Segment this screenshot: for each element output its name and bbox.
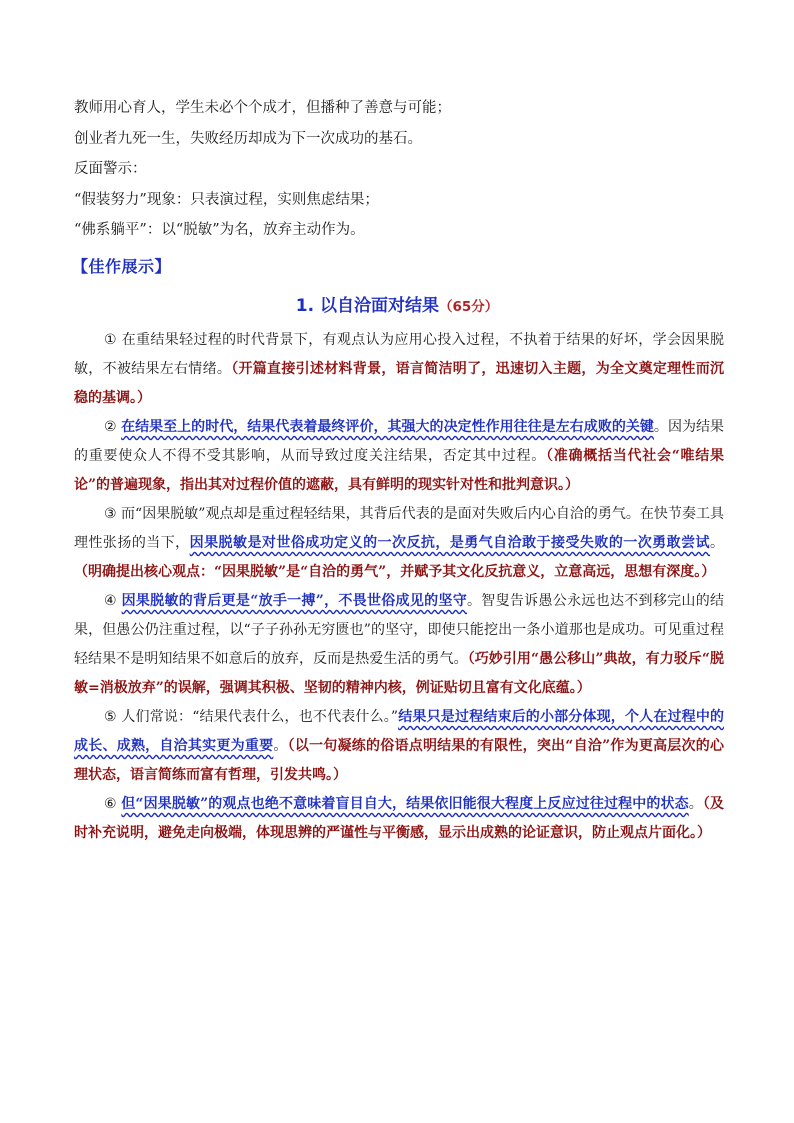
essay-paragraph (74, 587, 724, 703)
paragraph-text-cont: 。 (688, 796, 703, 812)
intro-lines (74, 93, 734, 246)
essay-title-text: 1. 以自洽面对结果 (295, 296, 439, 316)
essay-score: （65分） (438, 299, 499, 315)
paragraph-number: ⑥ (104, 796, 117, 812)
intro-line: “佛系躺平”：以“脱敏”为名，放弃主动作为。 (74, 222, 365, 238)
paragraph-text-cont: 。智叟告诉愚公永远也达不到移完山的结果，但愚公仍注重过程，以“子子孙孙无穷匮也”的坚守，即使只能挖出一条小道那也是成功。可见重过程轻结果不是明知结果不如意后的放弃，反而是热爱生活的勇气。 (74, 593, 724, 667)
key-sentence: 因果脱敏是对世俗成功定义的一次反抗，是勇气自洽敢于接受失败的一次勇敢尝试 (189, 535, 711, 551)
paragraph-text: 人们常说：“结果代表什么，也不代表什么。” (116, 709, 399, 725)
essay-paragraph (74, 326, 724, 413)
intro-line: 教师用心育人，学生未必个个成才，但播种了善意与可能； (74, 100, 451, 116)
paragraph-number: ① (104, 332, 117, 348)
teacher-comment: （明确提出核心观点：“因果脱敏”是“自洽的勇气”，并赋予其文化反抗意义，立意高远，思想有深度。） (74, 564, 716, 580)
paragraph-text: 在重结果轻过程的时代背景下，有观点认为应用心投入过程，不执着于结果的好坏，学会因果脱敏，不被结果左右情绪。 (74, 332, 724, 377)
intro-line: 反面警示： (74, 161, 147, 177)
paragraph-number: ③ (104, 506, 117, 522)
teacher-comment: （及时补充说明，避免走向极端，体现思辨的严谨性与平衡感，显示出成熟的论证意识，防止观点片面化。） (74, 796, 725, 841)
paragraph-text: 而“因果脱敏”观点却是重过程轻结果，其背后代表的是面对失败后内心自洽的勇气。在快节奏工具理性张扬的当下， (74, 506, 724, 551)
intro-line: “假装努力”现象：只表演过程，实则焦虑结果； (74, 191, 379, 208)
essay-paragraph (74, 703, 724, 790)
essay-paragraph (74, 790, 724, 848)
key-sentence: 在结果至上的时代，结果代表着最终评价，其强大的决定性作用往往是左右成败的关键 (121, 419, 654, 435)
essay-title (0, 291, 794, 316)
teacher-comment: （以一句凝练的俗语点明结果的有限性，突出“自洽”作为更高层次的心理状态，语言简练而富有哲理，引发共鸣。） (74, 738, 725, 783)
paragraph-number: ⑤ (104, 709, 117, 725)
essay-paragraph (74, 500, 724, 587)
key-sentence: 结果只是过程结束后的小部分体现，个人在过程中的成长、成熟，自洽其实更为重要 (74, 709, 724, 754)
teacher-comment: （巧妙引用“愚公移山”典故，有力驳斥“脱敏=消极放弃”的误解，强调其积极、坚韧的精神内核，例证贴切且富有文化底蕴。） (74, 651, 724, 696)
paragraph-text-cont: 。 (710, 535, 725, 551)
paragraph-number: ② (104, 419, 117, 435)
teacher-comment: （准确概括当代社会“唯结果论”的普遍现象，指出其对过程价值的遮蔽，具有鲜明的现实针对性和批判意识。） (74, 448, 724, 493)
section-heading: 【佳作展示】 (72, 257, 172, 276)
essay-paragraph (74, 413, 724, 500)
paragraph-text-cont: 。 (273, 738, 288, 754)
paragraph-text-cont: 。因为结果的重要使众人不得不受其影响，从而导致过度关注结果，否定其中过程。 (74, 419, 725, 464)
paragraph-number: ④ (104, 593, 117, 609)
intro-line: 创业者九死一生，失败经历却成为下一次成功的基石。 (74, 130, 422, 147)
essay-body (74, 326, 724, 848)
key-sentence: 因果脱敏的背后更是“放手一搏”，不畏世俗成见的坚守 (121, 593, 468, 609)
key-sentence: 但“因果脱敏”的观点也绝不意味着盲目自大，结果依旧能很大程度上反应过往过程中的状态 (121, 796, 689, 812)
teacher-comment: （开篇直接引述材料背景，语言简洁明了，迅速切入主题，为全文奠定理性而沉稳的基调。） (74, 361, 725, 406)
